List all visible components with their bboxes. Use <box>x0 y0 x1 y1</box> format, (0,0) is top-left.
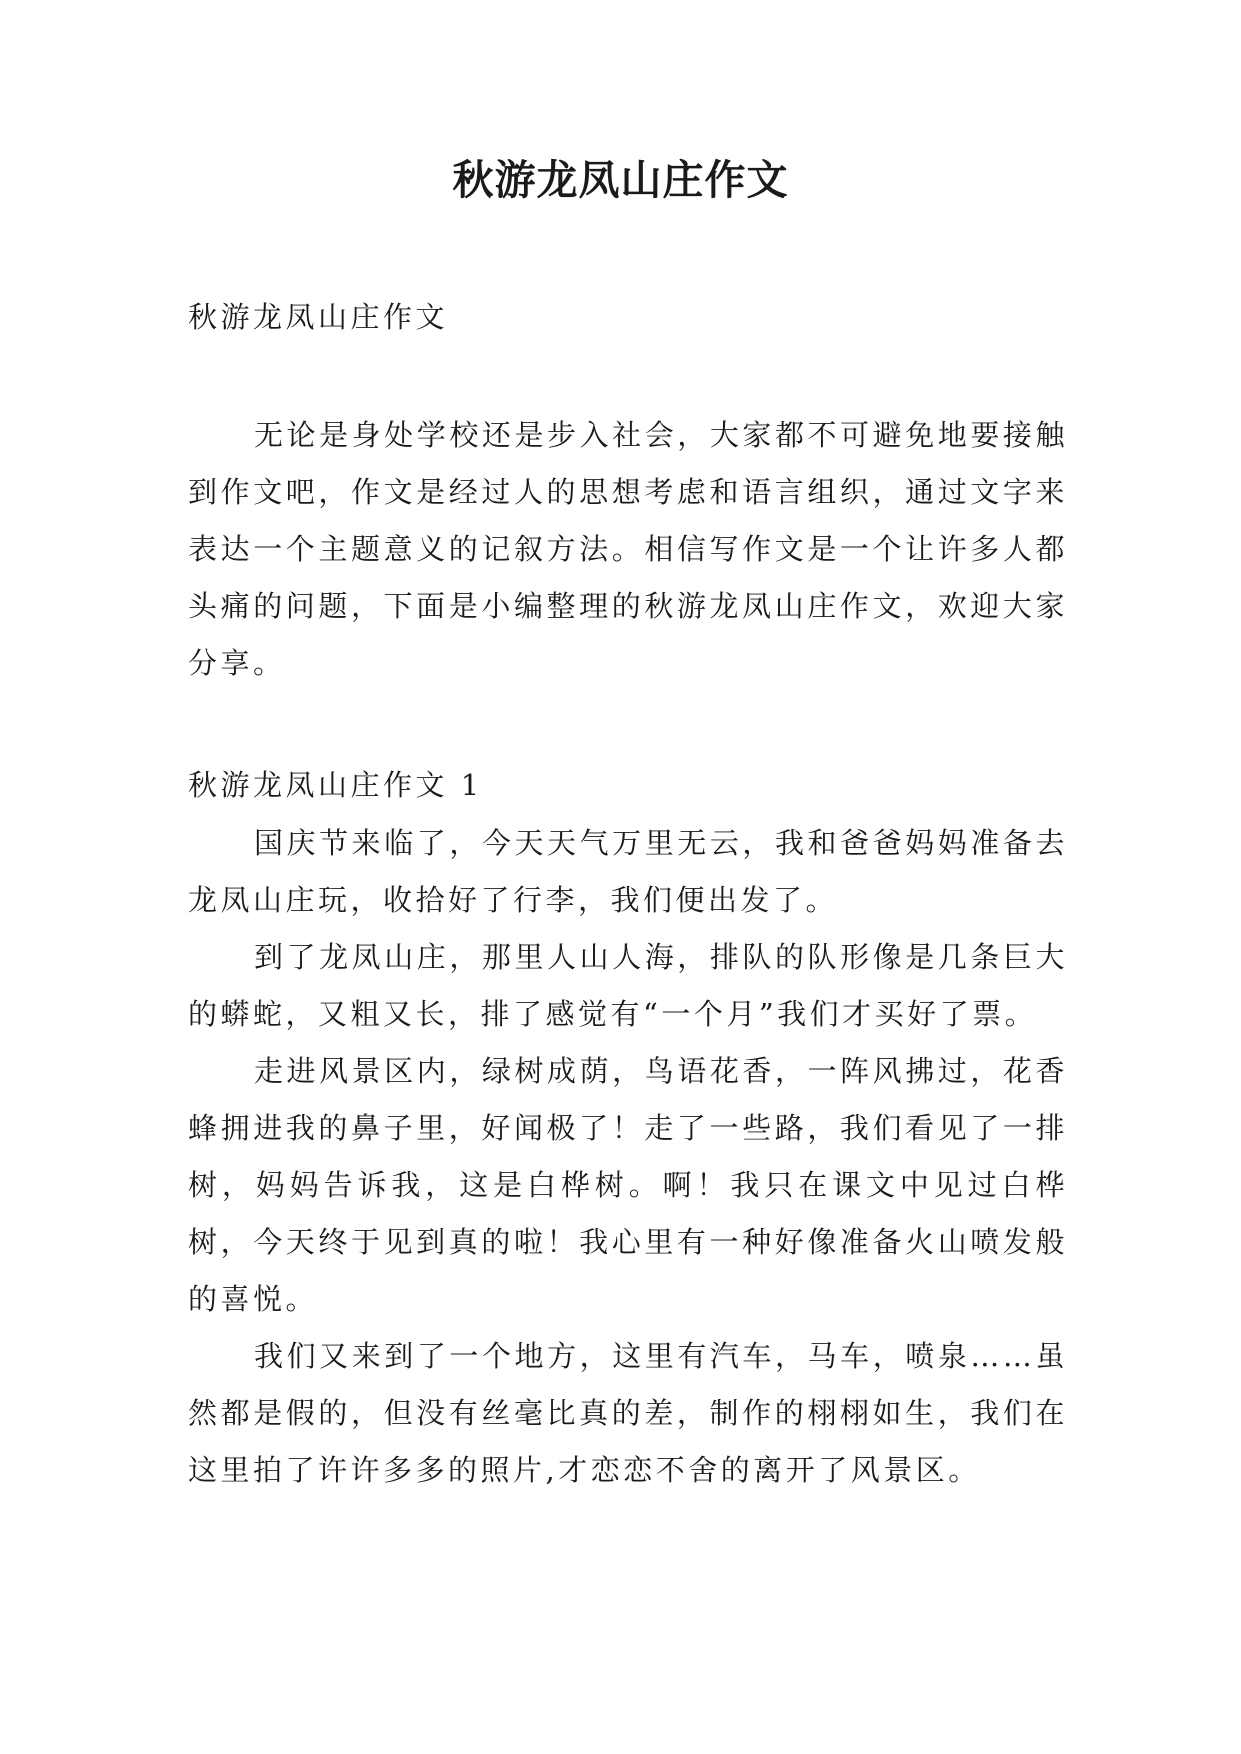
section-body <box>188 815 1068 1499</box>
intro-paragraph: 无论是身处学校还是步入社会，大家都不可避免地要接触到作文吧，作文是经过人的思想考虑和语言组织，通过文字来表达一个主题意义的记叙方法。相信写作文是一个让许多人都头痛的问题，下面是小编整理的秋游龙凤山庄作文，欢迎大家分享。 <box>188 418 1068 680</box>
section-heading: 秋游龙凤山庄作文 1 <box>188 768 483 802</box>
paragraph-4: 我们又来到了一个地方，这里有汽车，马车，喷泉……虽然都是假的，但没有丝毫比真的差，制作的栩栩如生，我们在这里拍了许许多多的照片,才恋恋不舍的离开了风景区。 <box>188 1339 1068 1487</box>
paragraph-1: 国庆节来临了，今天天气万里无云，我和爸爸妈妈准备去龙凤山庄玩，收拾好了行李，我们便出发了。 <box>188 826 1068 917</box>
paragraph-3: 走进风景区内，绿树成荫，鸟语花香，一阵风拂过，花香蜂拥进我的鼻子里，好闻极了！走了一些路，我们看见了一排树，妈妈告诉我，这是白桦树。啊！我只在课文中见过白桦树，今天终于见到真的啦！我心里有一种好像准备火山喷发般的喜悦。 <box>188 1054 1068 1316</box>
paragraph-2: 到了龙凤山庄，那里人山人海，排队的队形像是几条巨大的蟒蛇，又粗又长，排了感觉有“一个月”我们才买好了票。 <box>188 940 1068 1031</box>
document-subtitle: 秋游龙凤山庄作文 <box>188 300 449 334</box>
page-title: 秋游龙凤山庄作文 <box>452 156 789 204</box>
